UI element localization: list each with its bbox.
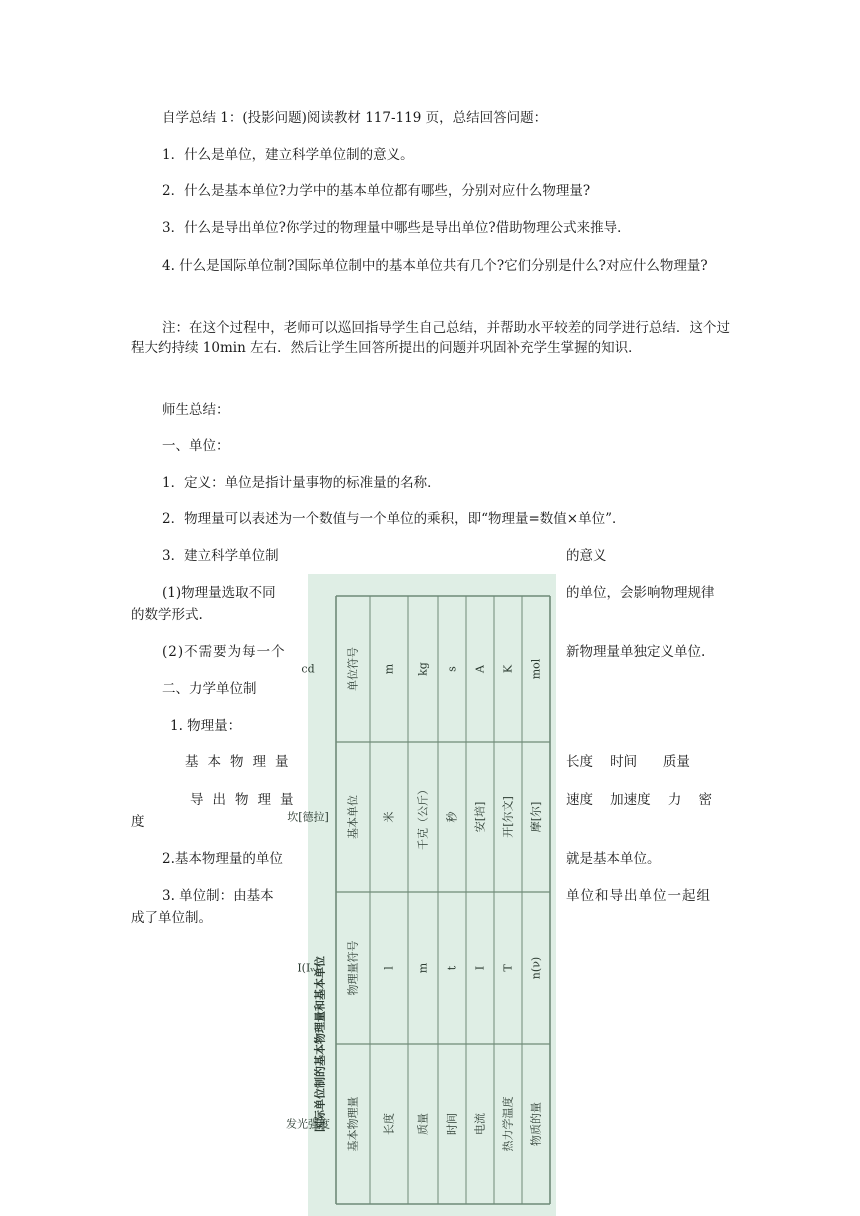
basic-unit-right: 就是基本单位。	[566, 851, 661, 867]
basic-unit-left: 2.基本物理量的单位	[162, 851, 283, 867]
table-cell: 坎[德拉]	[287, 810, 329, 824]
unit-system-right: 单位和导出单位一起组	[566, 888, 711, 904]
table-cell: cd	[301, 662, 315, 676]
textbook-table-photo	[286, 574, 556, 1216]
section-mech-heading: 二、力学单位制	[162, 681, 257, 697]
table-header-cell: 基本单位	[346, 795, 360, 839]
table-cell: n(ν)	[529, 956, 543, 980]
table-title: 国际单位制的基本物理量和基本单位	[313, 956, 327, 1132]
unit-system-tail: 成了单位制。	[131, 910, 212, 926]
table-cell: 米	[382, 811, 396, 823]
table-cell: T	[501, 964, 515, 972]
table-cell: 物质的量	[529, 1102, 543, 1146]
table-grid	[336, 596, 550, 1204]
question-4: 4. 什么是国际单位制?国际单位制中的基本单位共有几个?它们分别是什么?对应什么物理量?	[162, 258, 708, 274]
reason-2-left: (2)不需要为每一个	[162, 644, 286, 660]
meaning-line-left: 3．建立科学单位制	[162, 548, 279, 564]
table-header-cell: 单位符号	[346, 647, 360, 691]
table-photo-svg	[286, 574, 556, 1216]
unit-system-left: 3. 单位制：由基本	[162, 888, 274, 904]
derived-quantity-tail: 度	[131, 814, 145, 830]
table-cell: l	[382, 966, 396, 970]
definition-line: 1．定义：单位是指计量事物的标准量的名称．	[162, 475, 441, 491]
table-cell: t	[445, 965, 459, 971]
table-cell: I	[473, 965, 487, 971]
table-cell: m	[416, 962, 430, 974]
derived-quantity-label: 导出物理量	[190, 792, 303, 808]
intro-line: 自学总结 1：(投影问题)阅读教材 117-119 页，总结回答问题：	[162, 110, 548, 126]
table-cell: 电流	[473, 1113, 487, 1135]
basic-quantity-label: 基本物理量	[185, 754, 298, 770]
summary-heading: 师生总结：	[162, 402, 230, 418]
question-3: 3．什么是导出单位?你学过的物理量中哪些是导出单位?借助物理公式来推导．	[162, 220, 631, 236]
physical-quantity-heading: 1. 物理量：	[170, 718, 242, 734]
table-cell: m	[382, 663, 396, 675]
table-cell: 摩[尔]	[529, 801, 543, 833]
table-cell: A	[473, 665, 487, 673]
table-cell: 时间	[445, 1113, 459, 1135]
table-cell: mol	[529, 658, 543, 680]
table-cell: 长度	[382, 1113, 396, 1135]
table-cell: K	[501, 664, 515, 674]
reason-2-right: 新物理量单独定义单位.	[566, 644, 706, 660]
reason-1-left: (1)物理量选取不同	[162, 585, 276, 601]
table-header-cell: 基本物理量	[346, 1096, 360, 1152]
table-cell: kg	[416, 662, 430, 676]
basic-quantity-items: 长度 时间 质量	[566, 754, 690, 770]
table-cell: 质量	[416, 1113, 430, 1135]
table-cell: 秒	[445, 811, 459, 823]
teacher-note: 注：在这个过程中，老师可以巡回指导学生自己总结，并帮助水平较差的同学进行总结．这个过程大约持续 10min 左右．然后让学生回答所提出的问题并巩固补充学生掌握的知识．	[131, 320, 730, 356]
meaning-line-right: 的意义	[566, 548, 607, 564]
section-unit-heading: 一、单位：	[162, 438, 230, 454]
table-cell: 安[培]	[473, 801, 487, 833]
question-1: 1．什么是单位，建立科学单位制的意义。	[162, 147, 414, 163]
reason-1-right: 的单位，会影响物理规律	[566, 585, 715, 601]
table-cell: 发光强度	[286, 1117, 330, 1131]
table-cell: 热力学温度	[501, 1096, 515, 1152]
reason-1-tail: 的数学形式.	[131, 607, 203, 623]
table-cell: I(Iᵥ)	[297, 961, 319, 975]
table-cell: s	[445, 666, 459, 672]
table-cells	[286, 647, 543, 1152]
derived-quantity-items: 速度 加速度 力 密	[566, 792, 712, 808]
table-cell: 开[尔文]	[501, 796, 515, 838]
expression-line: 2．物理量可以表述为一个数值与一个单位的乘积，即“物理量=数值×单位”．	[162, 511, 626, 527]
question-2: 2．什么是基本单位?力学中的基本单位都有哪些，分别对应什么物理量?	[162, 183, 591, 199]
table-cell: 千克（公斤）	[416, 784, 430, 850]
table-header-cell: 物理量符号	[346, 940, 360, 996]
